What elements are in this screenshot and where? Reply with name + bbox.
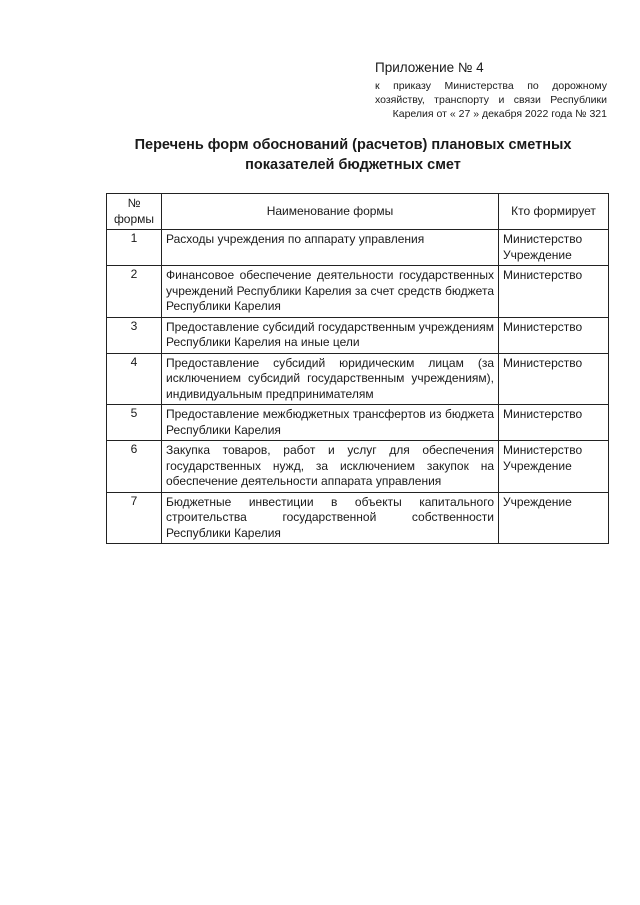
row-who-forms: [499, 317, 609, 353]
row-who-forms: [499, 353, 609, 405]
row-number: 2: [107, 266, 162, 318]
who-forms-entry: Учреждение: [503, 494, 572, 509]
table-row: [107, 266, 609, 318]
document-title: [100, 135, 606, 175]
row-number: 7: [107, 492, 162, 544]
header-name: Наименование формы: [162, 194, 499, 230]
table-row: [107, 492, 609, 544]
table-row: [107, 353, 609, 405]
who-forms-entry: Министерство: [503, 268, 583, 282]
row-form-name: Предоставление межбюджетных трансфертов из бюджета Республики Карелия: [162, 405, 499, 441]
row-who-forms: [499, 441, 609, 493]
row-number: 5: [107, 405, 162, 441]
table-row: [107, 441, 609, 493]
appendix-block: [375, 60, 607, 121]
header-number: № формы: [107, 194, 162, 230]
appendix-text: к приказу Министерства по дорожному хозяйству, транспорту и связи Республики Карелия от « 27 » декабря 2022 года № 321: [375, 80, 607, 120]
table-header-row: [107, 194, 609, 230]
who-forms-entry: Министерство: [503, 355, 583, 370]
header-who: Кто формирует: [499, 194, 609, 230]
who-forms-entry: Учреждение: [503, 458, 572, 473]
who-forms-entry: Министерство: [503, 232, 583, 246]
row-who-forms: [499, 266, 609, 318]
document-title-line2: показателей бюджетных смет: [245, 157, 461, 173]
row-number: 3: [107, 317, 162, 353]
who-forms-entry: Учреждение: [503, 247, 572, 262]
row-number: 6: [107, 441, 162, 493]
table-row: [107, 405, 609, 441]
row-who-forms: [499, 230, 609, 266]
table-row: [107, 317, 609, 353]
row-number: 1: [107, 230, 162, 266]
row-form-name: Предоставление субсидий государственным учреждениям Республики Карелия на иные цели: [162, 317, 499, 353]
who-forms-entry: Министерство: [503, 443, 583, 457]
document-title-line1: Перечень форм обоснований (расчетов) плановых сметных: [134, 137, 572, 153]
row-number: 4: [107, 353, 162, 405]
row-who-forms: [499, 492, 609, 544]
row-form-name: Финансовое обеспечение деятельности государственных учреждений Республики Карелия за счет средств бюджета Республики Карелия: [162, 266, 499, 318]
who-forms-entry: Министерство: [503, 407, 583, 421]
row-form-name: Расходы учреждения по аппарату управления: [162, 230, 499, 266]
row-form-name: Предоставление субсидий юридическим лицам (за исключением субсидий государственным учреждениям), индивидуальным предпринимателям: [162, 353, 499, 405]
row-form-name: Бюджетные инвестиции в объекты капитального строительства государственной собственности Республики Карелия: [162, 492, 499, 544]
forms-table: [106, 193, 609, 544]
who-forms-entry: Министерство: [503, 319, 583, 334]
appendix-title: Приложение № 4: [375, 60, 484, 75]
row-form-name: Закупка товаров, работ и услуг для обеспечения государственных нужд, за исключением закупок на обеспечение деятельности аппарата управления: [162, 441, 499, 493]
table-row: [107, 230, 609, 266]
row-who-forms: [499, 405, 609, 441]
